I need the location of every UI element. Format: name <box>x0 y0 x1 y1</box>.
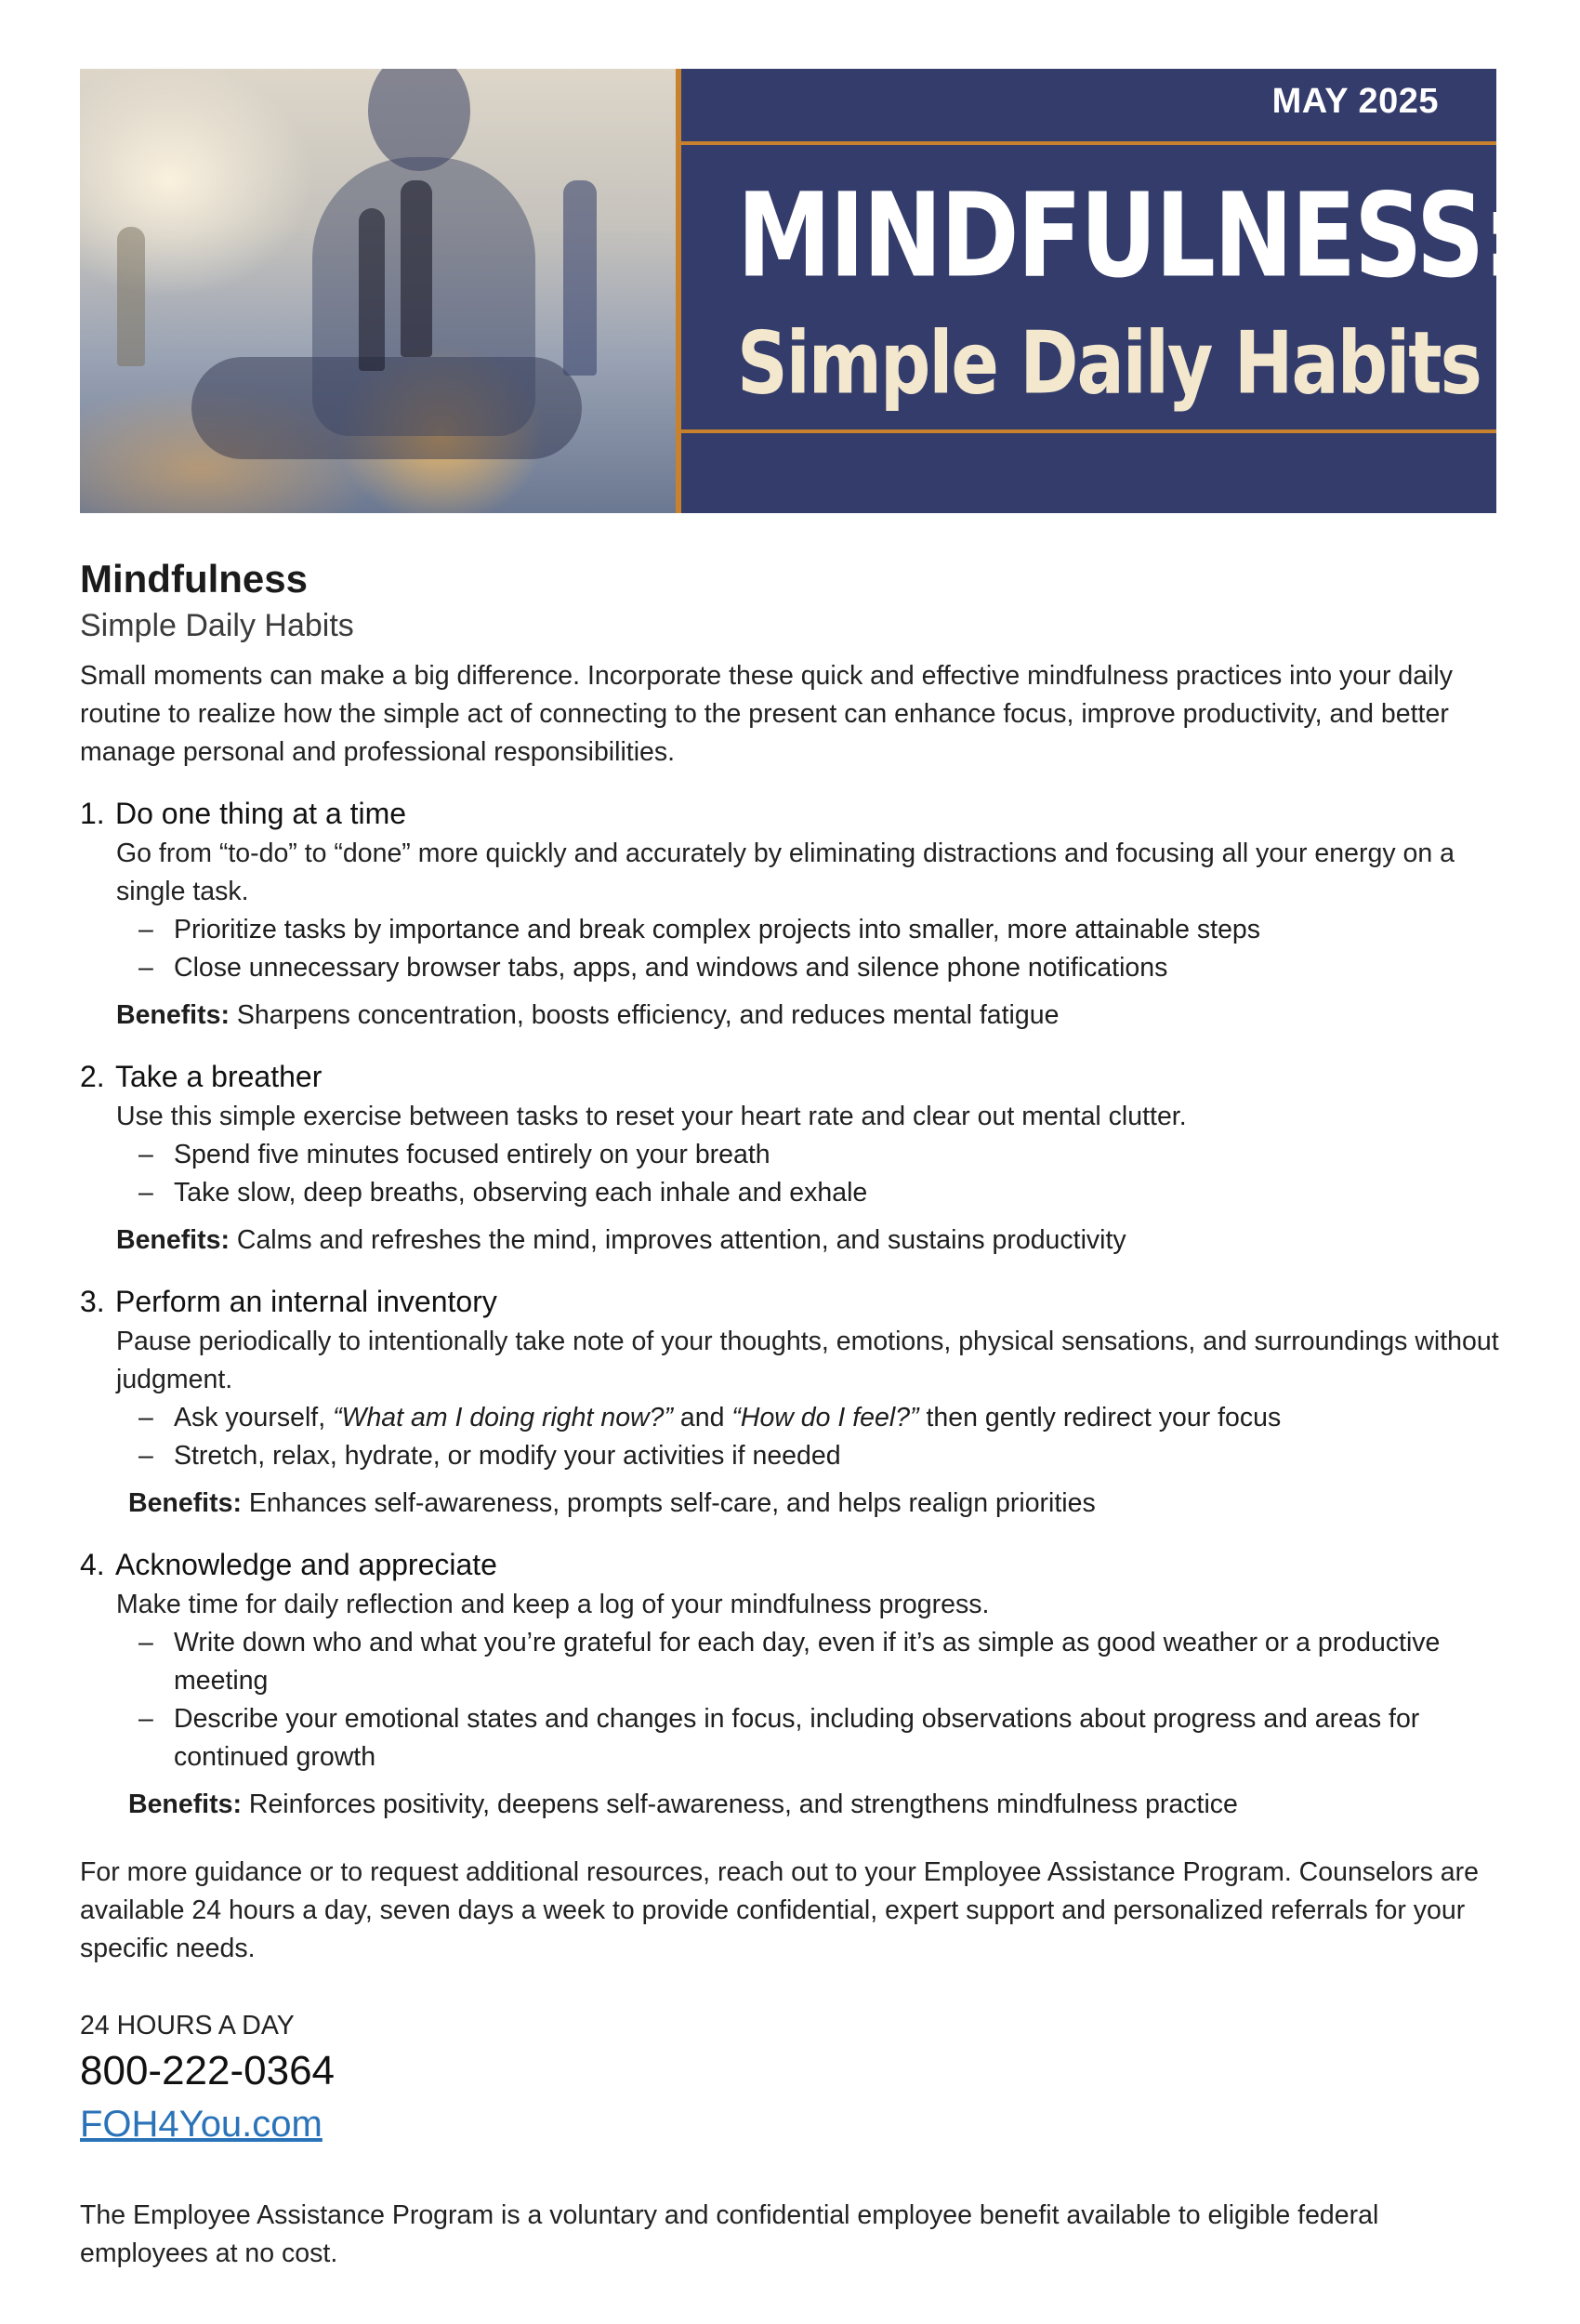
habit-benefits <box>116 1485 1502 1523</box>
benefits-text: Reinforces positivity, deepens self-awareness, and strengthens mindfulness practice <box>248 1789 1238 1819</box>
habit-title-text: Perform an internal inventory <box>115 1285 497 1318</box>
habit-title <box>80 1055 1502 1098</box>
habit-description: Go from “to-do” to “done” more quickly and accurately by eliminating distractions and focusing all your energy on a single task. <box>116 838 1455 906</box>
dash-bullet-icon: – <box>138 1140 153 1169</box>
habit-section-1 <box>80 792 1502 1035</box>
question-quote: “What am I doing right now?” <box>333 1403 673 1433</box>
habit-benefits <box>116 997 1502 1035</box>
habit-section-4 <box>80 1543 1502 1824</box>
meditation-silhouette-head <box>368 69 470 171</box>
benefits-text: Enhances self-awareness, prompts self-care, and helps realign priorities <box>248 1488 1096 1518</box>
benefits-label: Benefits: <box>128 1789 242 1819</box>
habit-bullet-list <box>116 1136 1502 1212</box>
dash-bullet-icon: – <box>138 1403 153 1433</box>
benefits-label: Benefits: <box>128 1488 242 1518</box>
list-item-text-post: then gently redirect your focus <box>918 1403 1282 1433</box>
habit-number: 1. <box>80 797 105 830</box>
walking-person-figure <box>117 227 145 366</box>
issue-date: MAY 2025 <box>1271 82 1439 121</box>
dash-bullet-icon: – <box>138 1704 153 1734</box>
dash-bullet-icon: – <box>138 915 153 944</box>
list-item-text: Close unnecessary browser tabs, apps, and windows and silence phone notifications <box>174 953 1168 983</box>
benefits-label: Benefits: <box>116 1000 230 1030</box>
dash-bullet-icon: – <box>138 953 153 983</box>
website-link[interactable]: FOH4You.com <box>80 2104 323 2145</box>
dash-bullet-icon: – <box>138 1441 153 1471</box>
benefits-label: Benefits: <box>116 1225 230 1255</box>
walking-person-figure <box>401 180 432 357</box>
habit-title <box>80 1280 1502 1323</box>
walking-person-figure <box>563 180 597 376</box>
habit-title-text: Do one thing at a time <box>115 797 407 830</box>
habit-description: Use this simple exercise between tasks to reset your heart rate and clear out mental clutter. <box>116 1102 1187 1131</box>
benefits-text: Sharpens concentration, boosts efficiency, and reduces mental fatigue <box>236 1000 1060 1030</box>
hours-label: 24 HOURS A DAY <box>80 2011 295 2040</box>
list-item <box>138 1136 1502 1174</box>
banner-rule-top <box>681 141 1496 145</box>
habit-title <box>80 1543 1502 1586</box>
list-item-text: Spend five minutes focused entirely on your breath <box>174 1140 770 1169</box>
list-item-text: Stretch, relax, hydrate, or modify your activities if needed <box>174 1441 841 1471</box>
habit-number: 3. <box>80 1285 105 1318</box>
banner-rule-bottom <box>681 429 1496 433</box>
habit-benefits <box>116 1786 1502 1824</box>
banner-title: MINDFULNESS: <box>737 169 1520 305</box>
walking-person-figure <box>359 208 385 371</box>
banner-photo <box>80 69 681 513</box>
habit-section-3 <box>80 1280 1502 1523</box>
dash-bullet-icon: – <box>138 1628 153 1657</box>
phone-number[interactable]: 800-222-0364 <box>80 2048 336 2093</box>
habit-section-2 <box>80 1055 1502 1260</box>
list-item <box>138 1399 1502 1437</box>
header-banner <box>80 69 1520 513</box>
habit-title-text: Take a breather <box>115 1060 323 1093</box>
list-item-text: Prioritize tasks by importance and break complex projects into smaller, more attainable steps <box>174 915 1261 944</box>
banner-title-panel <box>681 69 1520 513</box>
list-item-text-pre: Ask yourself, <box>174 1403 334 1433</box>
habit-bullet-list <box>116 1399 1502 1475</box>
habit-description: Pause periodically to intentionally take note of your thoughts, emotions, physical sensations, and surroundings without judgment. <box>116 1327 1499 1394</box>
habit-number: 4. <box>80 1548 105 1581</box>
list-item-text: Describe your emotional states and changes in focus, including observations about progress and areas for continued growth <box>174 1704 1420 1772</box>
list-item <box>138 1700 1502 1776</box>
banner-subtitle: Simple Daily Habits <box>737 312 1481 414</box>
habit-title-text: Acknowledge and appreciate <box>115 1548 497 1581</box>
question-quote: “How do I feel?” <box>731 1403 919 1433</box>
page-title: Mindfulness <box>80 557 309 601</box>
list-item-text-mid: and <box>672 1403 732 1433</box>
habit-title <box>80 792 1502 835</box>
benefits-text: Calms and refreshes the mind, improves attention, and sustains productivity <box>236 1225 1126 1255</box>
page-subtitle: Simple Daily Habits <box>80 608 354 643</box>
list-item <box>138 1624 1502 1700</box>
guidance-paragraph: For more guidance or to request additional resources, reach out to your Employee Assistance Program. Counselors are available 24 hours a day, seven days a week to provide confidential, expert support and personalized referrals for your specific needs. <box>80 1857 1479 1963</box>
habit-number: 2. <box>80 1060 105 1093</box>
dash-bullet-icon: – <box>138 1178 153 1208</box>
list-item-text: Write down who and what you’re grateful for each day, even if it’s as simple as good weather or a productive meeting <box>174 1628 1441 1696</box>
article-body <box>80 553 1502 2273</box>
list-item <box>138 949 1502 987</box>
footer-disclaimer: The Employee Assistance Program is a voluntary and confidential employee benefit available to eligible federal employees at no cost. <box>80 2200 1379 2268</box>
habit-benefits <box>116 1221 1502 1260</box>
list-item <box>138 1174 1502 1212</box>
habit-description: Make time for daily reflection and keep a log of your mindfulness progress. <box>116 1590 990 1619</box>
habit-bullet-list <box>116 911 1502 987</box>
habit-bullet-list <box>116 1624 1502 1776</box>
intro-paragraph: Small moments can make a big difference. Incorporate these quick and effective mindfulness practices into your daily routine to realize how the simple act of connecting to the present can enhance focus, improve productivity, and better manage personal and professional responsibilities. <box>80 661 1453 767</box>
list-item <box>138 911 1502 949</box>
list-item-text: Take slow, deep breaths, observing each inhale and exhale <box>174 1178 868 1208</box>
list-item <box>138 1437 1502 1475</box>
